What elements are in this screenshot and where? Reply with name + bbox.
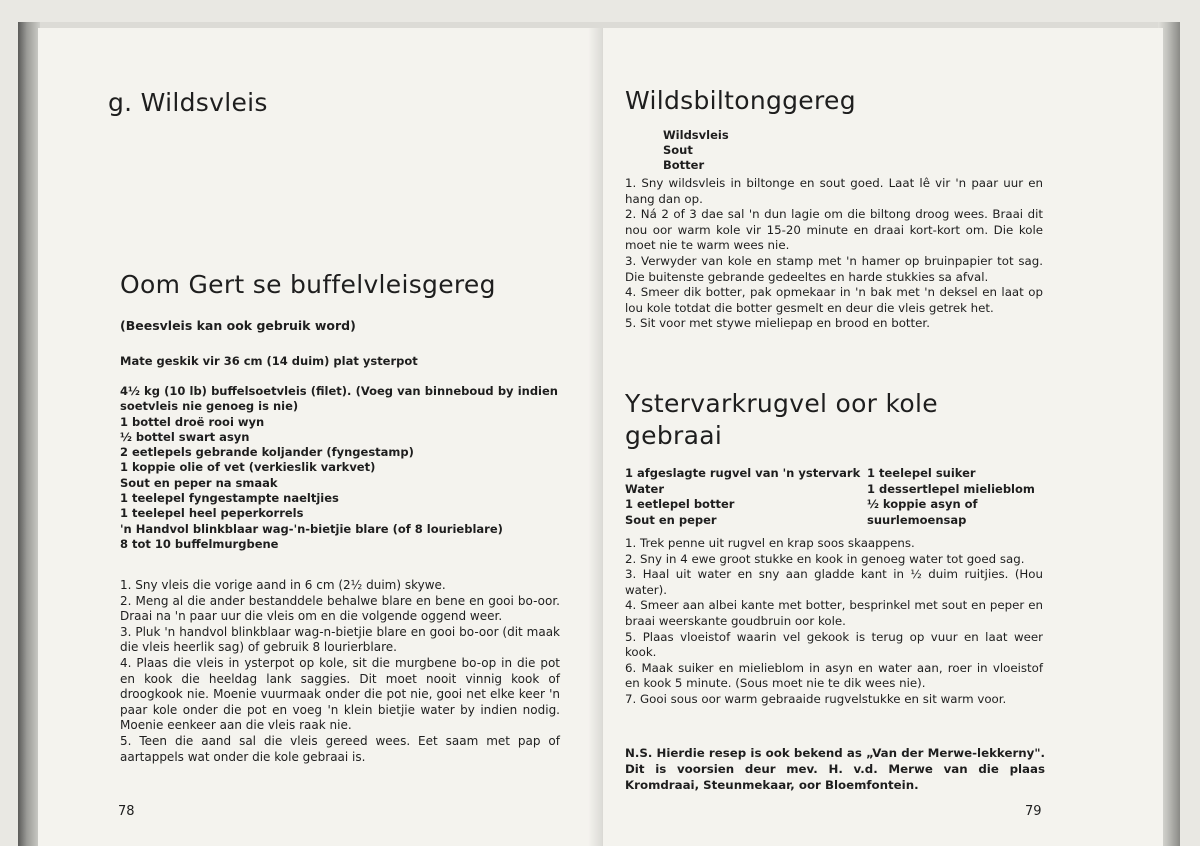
- page-number-right: 79: [1025, 804, 1042, 819]
- method-step: 3. Haal uit water en sny aan gladde kant in ½ duim ruitjies. (Hou water).: [625, 567, 1043, 597]
- method-step: 5. Plaas vloeistof waarin vel gekook is terug op vuur en laat weer kook.: [625, 629, 1043, 660]
- ingredient-item: Sout: [663, 143, 693, 157]
- ystervark-ingredients-col2: [867, 466, 1047, 528]
- book-left-edge: [18, 22, 40, 846]
- method-step: 1. Trek penne uit rugvel en krap soos skaappens.: [625, 536, 915, 550]
- ingredient-item: 1 bottel droë rooi wyn: [120, 414, 265, 429]
- ystervark-method-steps: [625, 536, 1043, 708]
- ingredient-item: 1 afgeslagte rugvel van 'n ystervark: [625, 466, 861, 480]
- recipe-title-buffel: Oom Gert se buffelvleisgereg: [120, 270, 496, 299]
- method-step: 3. Verwyder van kole en stamp met 'n hamer op bruinpapier tot sag. Die buitenste gebrande gedeeltes en harde stukkies sa afval.: [625, 253, 1043, 284]
- method-step: 2. Ná 2 of 3 dae sal 'n dun lagie om die biltong droog wees. Braai dit nou oor warm kole vir 15-20 minute en draai kort-kort om. Die kole moet nie te warm wees nie.: [625, 207, 1043, 253]
- method-step: 7. Gooi sous oor warm gebraaide rugvelstukke en sit warm voor.: [625, 691, 1007, 706]
- recipe-source-note: N.S. Hierdie resep is ook bekend as „Van der Merwe-lekkerny". Dit is voorsien deur mev. H. v.d. Merwe van die plaas Kromdraai, Steunmekaar, oor Bloemfontein.: [625, 746, 1045, 792]
- ingredient-item: 1 teelepel suiker: [867, 466, 976, 480]
- recipe-title-biltong: Wildsbiltonggereg: [625, 86, 856, 115]
- left-page: [38, 28, 603, 846]
- method-steps: [120, 578, 560, 765]
- biltong-method-steps: [625, 176, 1043, 332]
- ingredient-item: Water: [625, 481, 665, 496]
- method-step: 2. Meng al die ander bestanddele behalwe blare en bene en gooi bo-oor. Draai na 'n paar uur die vleis om en die volgende oggend weer.: [120, 593, 560, 624]
- ingredient-item: ½ bottel swart asyn: [120, 429, 250, 444]
- ingredient-item: 'n Handvol blinkblaar wag-'n-bietjie blare (of 8 lourieblare): [120, 521, 503, 536]
- method-step: 4. Smeer aan albei kante met botter, besprinkel met sout en peper en braai weerskante goudbruin oor kole.: [625, 598, 1043, 628]
- ingredient-item: 1 teelepel fyngestampte naeltjies: [120, 491, 339, 506]
- ingredient-item: 1 eetlepel botter: [625, 497, 735, 511]
- method-step: 4. Plaas die vleis in ysterpot op kole, sit die murgbene bo-op in die pot en kook die heeldag lank saggies. Dit moet nooit vinnig kook of droogkook nie. Moenie vuurmaak onder die pot nie, gooi net elke keer 'n paar kole onder die pot en voeg 'n klein bietjie water by indien nodig. Moenie eenkeer aan die vleis raak nie.: [120, 655, 560, 733]
- ingredient-item: 1 teelepel heel peperkorrels: [120, 506, 304, 521]
- method-step: 1. Sny vleis die vorige aand in 6 cm (2½ duim) skywe.: [120, 578, 446, 592]
- ystervark-ingredients-col1: [625, 466, 865, 528]
- ingredient-list: [120, 384, 558, 552]
- ingredient-item: Sout en peper: [625, 512, 717, 527]
- ingredient-item: Wildsvleis: [663, 128, 729, 142]
- method-step: 5. Sit voor met stywe mieliepap en brood en botter.: [625, 316, 930, 331]
- book-spread: [18, 22, 1180, 846]
- ingredient-item: Sout en peper na smaak: [120, 475, 278, 490]
- ingredient-item: suurlemoensap: [867, 512, 967, 527]
- method-step: 4. Smeer dik botter, pak opmekaar in 'n bak met 'n deksel en laat op lou kole totdat die botter gesmelt en deur die vleis getrek het.: [625, 285, 1043, 315]
- pot-note: Mate geskik vir 36 cm (14 duim) plat ysterpot: [120, 354, 418, 368]
- ingredient-item: Botter: [663, 158, 705, 172]
- page-number-left: 78: [118, 804, 135, 819]
- recipe-title-line: gebraai: [625, 421, 723, 450]
- biltong-ingredients: [663, 128, 863, 173]
- section-heading: g. Wildsvleis: [108, 88, 268, 117]
- method-step: 2. Sny in 4 ewe groot stukke en kook in genoeg water tot goed sag.: [625, 551, 1025, 566]
- ingredient-item: 4½ kg (10 lb) buffelsoetvleis (filet). (Voeg van binneboud by indien soetvleis nie genoeg is nie): [120, 384, 558, 414]
- ingredient-item: 1 koppie olie of vet (verkieslik varkvet): [120, 460, 376, 475]
- ingredient-item: ½ koppie asyn of: [867, 497, 978, 511]
- method-step: 1. Sny wildsvleis in biltonge en sout goed. Laat lê vir 'n paar uur en hang dan op.: [625, 176, 1043, 206]
- method-step: 6. Maak suiker en mielieblom in asyn en water aan, roer in vloeistof en kook 5 minute. (Sous moet nie te dik wees nie).: [625, 660, 1043, 691]
- right-page: [603, 28, 1163, 846]
- ingredient-item: 8 tot 10 buffelmurgbene: [120, 536, 279, 551]
- recipe-subtitle: (Beesvleis kan ook gebruik word): [120, 318, 356, 333]
- ingredient-item: 2 eetlepels gebrande koljander (fyngestamp): [120, 445, 414, 460]
- ingredient-item: 1 dessertlepel mielieblom: [867, 481, 1035, 496]
- recipe-title-ystervark: [625, 388, 938, 452]
- method-step: 5. Teen die aand sal die vleis gereed wees. Eet saam met pap of aartappels wat onder die kole gebraai is.: [120, 733, 560, 764]
- recipe-title-line: Ystervarkrugvel oor kole: [625, 389, 938, 418]
- method-step: 3. Pluk 'n handvol blinkblaar wag-n-bietjie blare en gooi bo-oor (dit maak die vleis heerlik sag) of gebruik 8 lourierblare.: [120, 624, 560, 655]
